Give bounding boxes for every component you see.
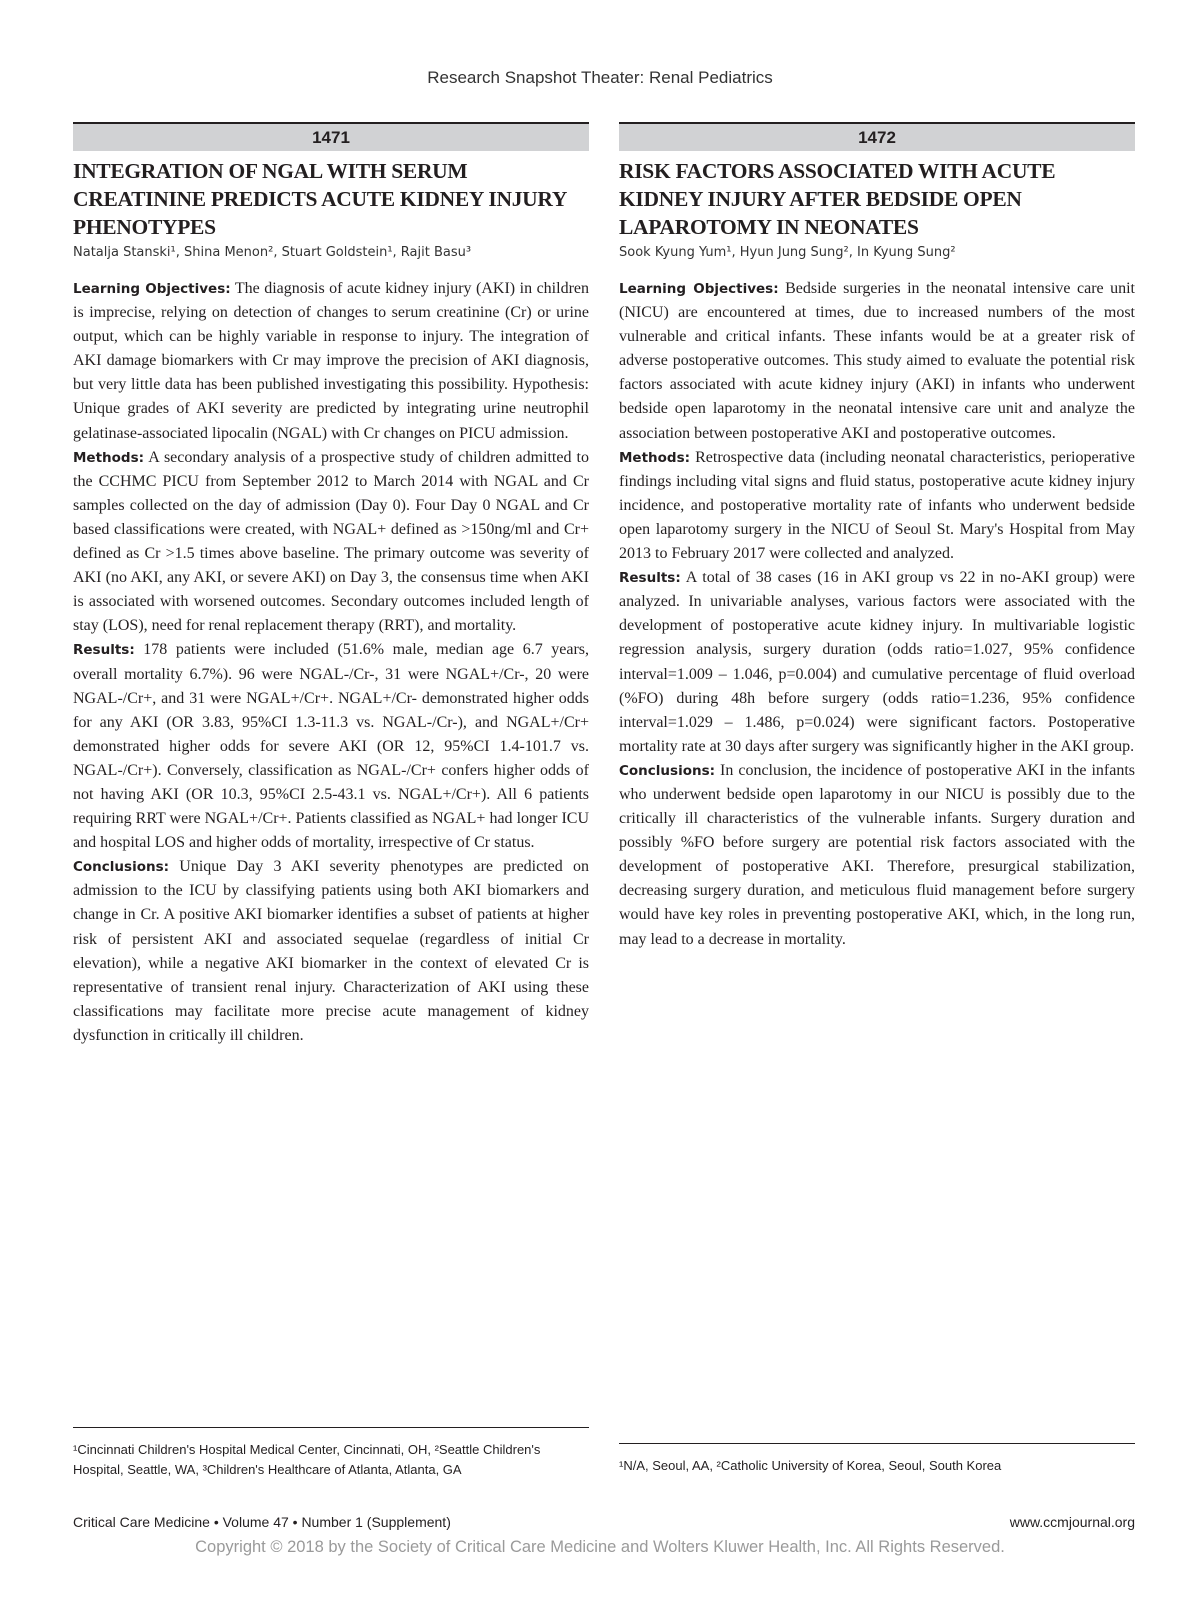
section-label: Conclusions: (73, 859, 170, 876)
results (73, 638, 589, 855)
affiliations-1472: ¹N/A, Seoul, AA, ²Catholic University of Korea, Seoul, South Korea (619, 1458, 1002, 1473)
results (619, 566, 1135, 759)
section-text: A total of 38 cases (16 in AKI group vs 22 in no-AKI group) were analyzed. In univariable analyses, various factors were associated with the development of postoperative acute kidney injury. In multivariable logistic regression analysis, surgery duration (odds ratio=1.027, 95% confidence interval=1.009 – 1.046, p=0.004) and cumulative percentage of fluid overload (%FO) during 48h before surgery (odds ratio=1.236, 95% confidence interval=1.029 – 1.486, p=0.024) were significant factors. Postoperative mortality rate at 30 days after surgery was significantly higher in the AKI group. (619, 569, 1135, 755)
abstract-authors: Sook Kyung Yum¹, Hyun Jung Sung², In Kyung Sung² (619, 245, 956, 260)
abstract-body (619, 277, 1135, 952)
abstract-number: 1471 (73, 122, 589, 151)
learning-objectives (619, 277, 1135, 446)
abstract-1472 (619, 122, 1135, 952)
methods (619, 446, 1135, 566)
section-text: 178 patients were included (51.6% male, median age 6.7 years, overall mortality 6.7%). 96 were NGAL-/Cr-, 31 were NGAL+/Cr-, 20 were NGAL-/Cr+, and 31 were NGAL+/Cr+. NGAL+/Cr- demonstrated higher odds for any AKI (OR 3.83, 95%CI 1.3-11.3 vs. NGAL-/Cr-), and NGAL+/Cr+ demonstrated higher odds for severe AKI (OR 12, 95%CI 1.4-101.7 vs. NGAL-/Cr+). Conversely, classification as NGAL-/Cr+ confers higher odds of not having AKI (OR 10.3, 95%CI 2.5-43.1 vs. NGAL+/Cr+). All 6 patients requiring RRT were NGAL+/Cr+. Patients classified as NGAL+ had longer ICU and hospital LOS and higher odds of mortality, irrespective of Cr status. (73, 641, 590, 852)
conclusions (619, 759, 1135, 952)
section-label: Conclusions: (619, 762, 716, 779)
section-label: Learning Objectives: (73, 281, 231, 297)
affiliations-1471: ¹Cincinnati Children's Hospital Medical Center, Cincinnati, OH, ²Seattle Children's Hospital, Seattle, WA, ³Children's Healthcare of Atlanta, Atlanta, GA (73, 1442, 541, 1477)
section-text: In conclusion, the incidence of postoperative AKI in the infants who underwent bedside open laparotomy in our NICU is possibly due to the critically ill characteristics of the vulnerable infants. Surgery duration and possibly %FO before surgery are potential risk factors associated with the development of postoperative AKI. Therefore, presurgical stabilization, decreasing surgery duration, and meticulous fluid management before surgery would have key roles in preventing postoperative AKI, which, in the long run, may lead to a decrease in mortality. (619, 761, 1136, 948)
section-label: Results: (73, 642, 135, 659)
conclusions (73, 855, 589, 1048)
section-label: Methods: (619, 449, 691, 466)
footnote-divider (619, 1443, 1135, 1444)
section-text: Bedside surgeries in the neonatal intensive care unit (NICU) are encountered at times, due to increased numbers of the most vulnerable and critical infants. These infants would be at a greater risk of adverse postoperative outcomes. This study aimed to evaluate the potential risk factors associated with acute kidney injury (AKI) in infants who underwent bedside open laparotomy in the neonatal intensive care unit and analyze the association between postoperative AKI and postoperative outcomes. (619, 280, 1135, 442)
journal-url[interactable]: www.ccmjournal.org (1009, 1514, 1135, 1530)
abstract-authors: Natalja Stanski¹, Shina Menon², Stuart Goldstein¹, Rajit Basu³ (73, 245, 472, 260)
running-head: Research Snapshot Theater: Renal Pediatrics (427, 68, 773, 87)
learning-objectives (73, 277, 589, 446)
abstract-title: INTEGRATION OF NGAL WITH SERUM CREATININE PREDICTS ACUTE KIDNEY INJURY PHENOTYPES (73, 159, 567, 239)
methods (73, 446, 589, 639)
section-text: Retrospective data (including neonatal characteristics, perioperative findings including vital signs and fluid status, postoperative acute kidney injury incidence, and postoperative mortality rate of infants who underwent bedside open laparotomy surgery in the NICU of Seoul St. Mary's Hospital from May 2013 to February 2017 were collected and analyzed. (619, 448, 1136, 563)
section-text: A secondary analysis of a prospective study of children admitted to the CCHMC PICU from September 2012 to March 2014 with NGAL and Cr samples collected on the day of admission (Day 0). Four Day 0 NGAL and Cr based classifications were created, with NGAL+ defined as >150ng/ml and Cr+ defined as Cr >1.5 times above baseline. The primary outcome was severity of AKI (no AKI, any AKI, or severe AKI) on Day 3, the consensus time when AKI is associated with worsened outcomes. Secondary outcomes included length of stay (LOS), need for renal replacement therapy (RRT), and mortality. (73, 448, 589, 635)
copyright-notice: Copyright © 2018 by the Society of Critical Care Medicine and Wolters Kluwer Health, Inc. All Rights Reserved. (195, 1538, 1005, 1556)
section-label: Methods: (73, 449, 145, 466)
footnote-divider (73, 1427, 589, 1428)
section-text: Unique Day 3 AKI severity phenotypes are predicted on admission to the ICU by classifying patients using both AKI biomarkers and change in Cr. A positive AKI biomarker identifies a subset of patients at higher risk of persistent AKI and associated sequelae (regardless of initial Cr elevation), while a negative AKI biomarker in the context of elevated Cr is representative of transient renal injury. Characterization of AKI using these classifications may facilitate more precise acute management of kidney dysfunction in critically ill children. (73, 858, 590, 1044)
section-label: Learning Objectives: (619, 281, 779, 297)
journal-citation: Critical Care Medicine • Volume 47 • Number 1 (Supplement) (73, 1514, 451, 1530)
section-label: Results: (619, 570, 681, 587)
abstract-1471 (73, 122, 589, 1048)
section-text: The diagnosis of acute kidney injury (AKI) in children is imprecise, relying on detection of changes to serum creatinine (Cr) or urine output, which can be highly variable in response to injury. The integration of AKI damage biomarkers with Cr may improve the precision of AKI diagnosis, but very little data has been published investigating this possibility. Hypothesis: Unique grades of AKI severity are predicted by integrating urine neutrophil gelatinase-associated lipocalin (NGAL) with Cr changes on PICU admission. (73, 280, 589, 442)
abstract-body (73, 277, 589, 1048)
journal-footer (73, 1514, 1135, 1530)
abstract-title: RISK FACTORS ASSOCIATED WITH ACUTE KIDNEY INJURY AFTER BEDSIDE OPEN LAPAROTOMY IN NEONATES (619, 159, 1056, 239)
abstract-number: 1472 (619, 122, 1135, 151)
